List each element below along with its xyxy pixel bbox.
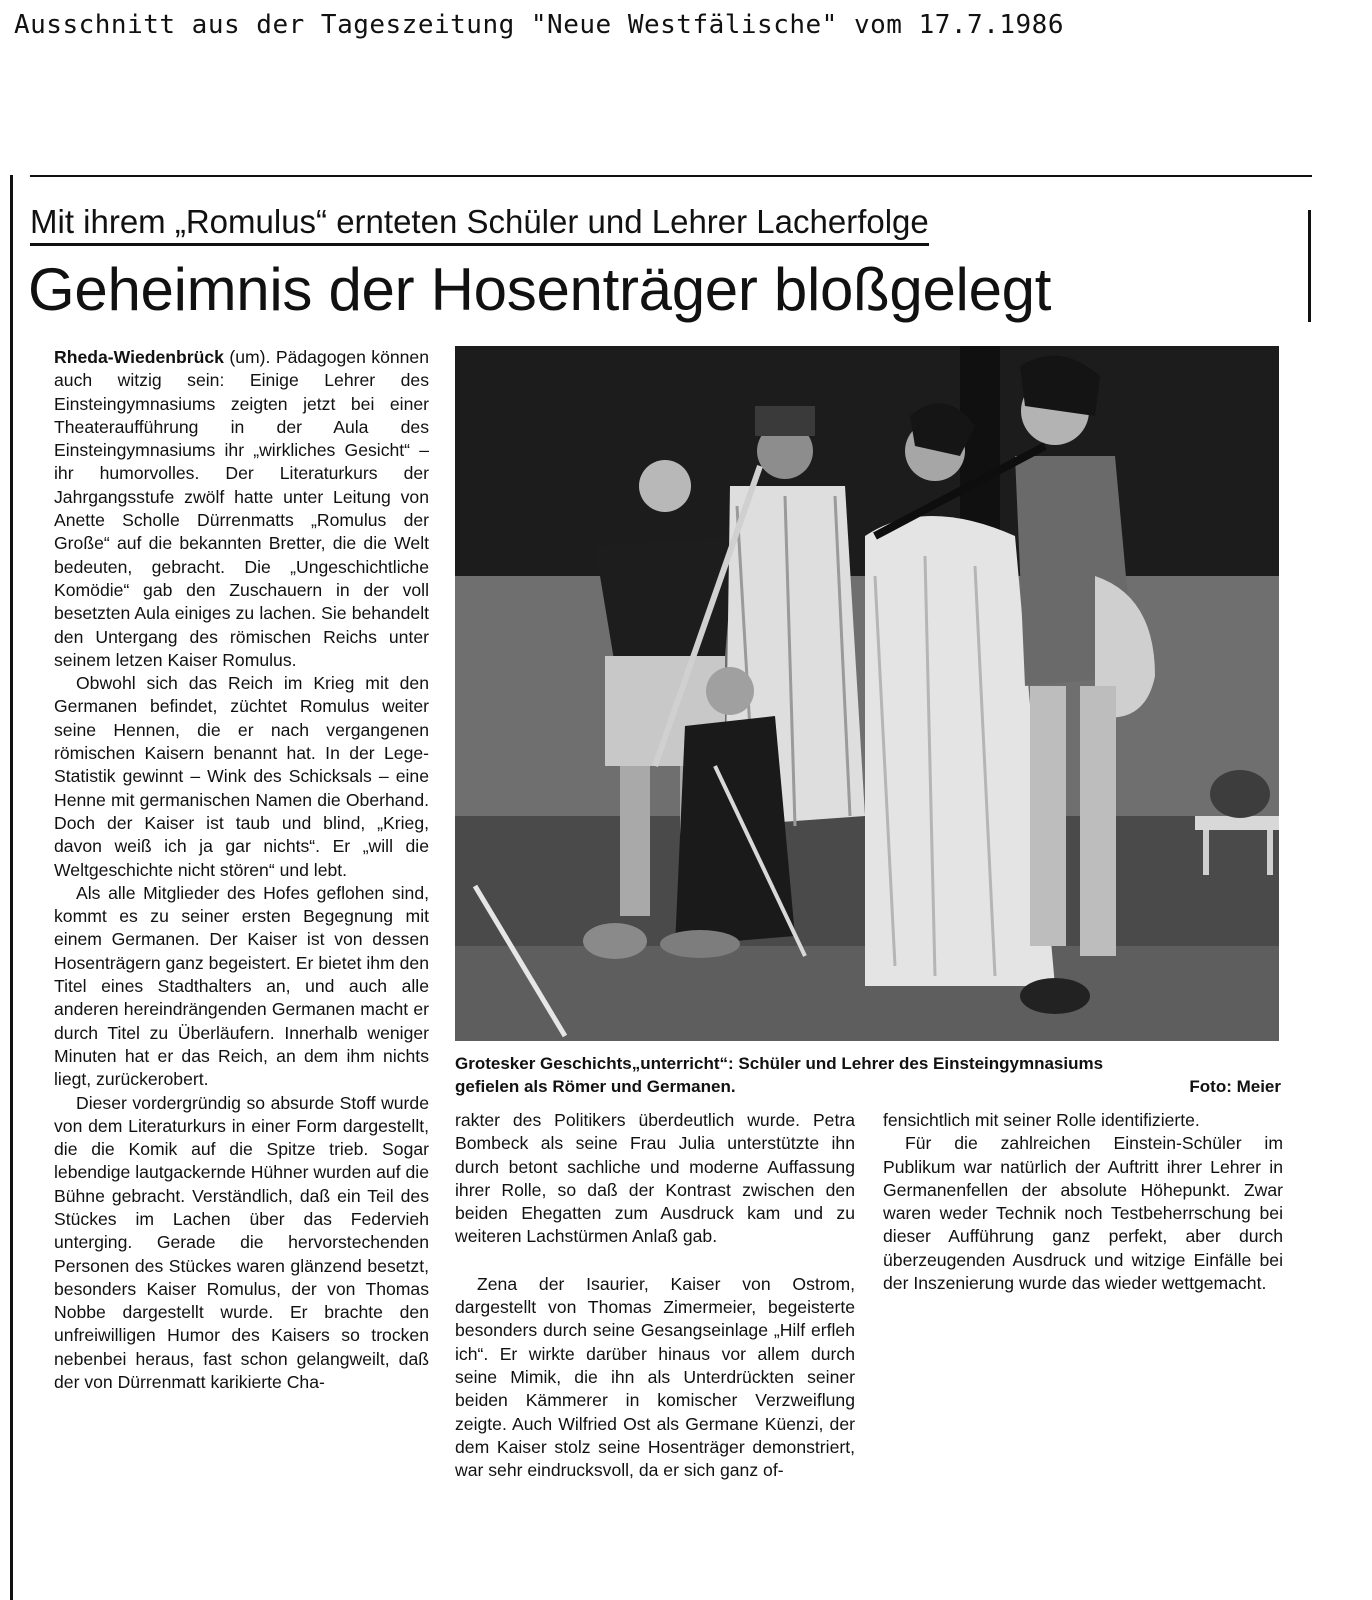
article-paragraph: Zena der Isaurier, Kaiser von Ostrom, dargestellt von Thomas Zimermeier, begeisterte besonders durch seine Gesangseinlage „Hilf erfleh ich“. Er wirkte darüber hinaus vor allem durch seine Mimik, die ihn als Unterdrückten seiner beiden Kämmerer in komischer Verzweiflung zeigte. Auch Wilfried Ost als Germane Küenzi, der dem Kaiser stolz seine Hosenträger demonstriert, war sehr eindrucksvoll, da er sich ganz of- [455, 1273, 855, 1481]
article-kicker: Mit ihrem „Romulus“ ernteten Schüler und Lehrer Lacherfolge [30, 203, 929, 246]
stage-photo-illustration [455, 346, 1279, 1041]
article-paragraph: fensichtlich mit seiner Rolle identifizierte. [883, 1110, 1200, 1130]
photo-caption [455, 1052, 1281, 1098]
clipping-source-note: Ausschnitt aus der Tageszeitung "Neue Westfälische" vom 17.7.1986 [14, 10, 1064, 40]
article-paragraph: Als alle Mitglieder des Hofes geflohen sind, kommt es zu seiner ersten Begegnung mit einem Germanen. Der Kaiser ist von dessen Hosenträgern ganz begeistert. Er bietet ihm den Titel eines Stadthalters an, und auch alle anderen hereindrängenden Germanen macht er durch Titel zu Überläufern. Innerhalb weniger Minuten hat er das Reich, an dem ihm nichts liegt, zurückerobert. [54, 882, 429, 1090]
clipping-frame-right [1308, 210, 1311, 322]
article-paragraph: Dieser vordergründig so absurde Stoff wurde von dem Literaturkurs in einer Form dargestellt, die die Komik auf die Spitze trieb. Sogar lebendige lautgackernde Hühner wurden auf die Bühne gebracht. Verständlich, daß ein Teil des Stückes im Lachen über das Federvieh unterging. Gerade die hervorstechenden Personen des Stückes waren glänzend besetzt, besonders Kaiser Romulus, der von Thomas Nobbe dargestellt wurde. Er brachte den unfreiwilligen Humor des Kaisers so trocken nebenbei heraus, fast schon gelangweilt, daß der von Dürrenmatt karikierte Cha- [54, 1092, 429, 1393]
article-paragraph: Obwohl sich das Reich im Krieg mit den Germanen befindet, züchtet Romulus weiter seine Hennen, die er nach vergangenen römischen Kaisern benannt hat. In der Lege-Statistik gewinnt – Wink des Schicksals – eine Henne mit germanischen Namen die Oberhand. Doch der Kaiser ist taub und blind, „Krieg, davon weiß ich ja gar nichts“. Er „will die Weltgeschichte nicht stören“ und lebt. [54, 673, 429, 880]
caption-line-2: gefielen als Römer und Germanen. [455, 1077, 736, 1096]
article-column-1 [54, 346, 429, 1394]
article-headline: Geheimnis der Hosenträger bloßgelegt [28, 256, 1052, 323]
article-column-2 [455, 1109, 855, 1482]
photo-credit: Foto: Meier [1189, 1077, 1281, 1096]
article-dateline: Rheda-Wiedenbrück [54, 347, 224, 367]
article-paragraph: Rheda-Wiedenbrück (um). Pädagogen können auch witzig sein: Einige Lehrer des Einsteingymnasiums zeigten jetzt bei einer Theateraufführung in der Aula des Einsteingymnasiums ihr „wirkliches Gesicht“ – ihr humorvolles. Der Literaturkurs der Jahrgangsstufe zwölf hatte unter Leitung von Anette Scholle Dürrenmatts „Romulus der Große“ auf die bekannten Bretter, die die Welt bedeuten, gebracht. Die „Ungeschichtliche Komödie“ gab den Zuschauern in der voll besetzten Aula einiges zu lachen. Sie behandelt den Untergang des römischen Reichs unter seinem letzen Kaiser Romulus. [54, 347, 429, 670]
article-photo [455, 346, 1279, 1041]
clipping-frame-left [10, 175, 13, 1600]
clipping-frame-top [30, 175, 1312, 177]
article-paragraph: Für die zahlreichen Einstein-Schüler im Publikum war natürlich der Auftritt ihrer Lehrer in Germanenfellen der absolute Höhepunkt. Zwar waren weder Technik noch Testbeherrschung bei dieser Aufführung ganz perfekt, aber durch überzeugenden Ausdruck und witzige Einfälle bei der Inszenierung wurde das wieder wettgemacht. [883, 1133, 1283, 1294]
article-column-3 [883, 1109, 1283, 1295]
caption-line-1: Grotesker Geschichts„unterricht“: Schüler und Lehrer des Einsteingymnasiums [455, 1054, 1104, 1073]
article-paragraph: rakter des Politikers überdeutlich wurde. Petra Bombeck als seine Frau Julia unterstützte ihn durch betont sachliche und moderne Auffassung ihrer Rolle, so daß der Kontrast zwischen den beiden Ehegatten zum Ausdruck kam und zu weiteren Lachstürmen Anlaß gab. [455, 1110, 855, 1247]
